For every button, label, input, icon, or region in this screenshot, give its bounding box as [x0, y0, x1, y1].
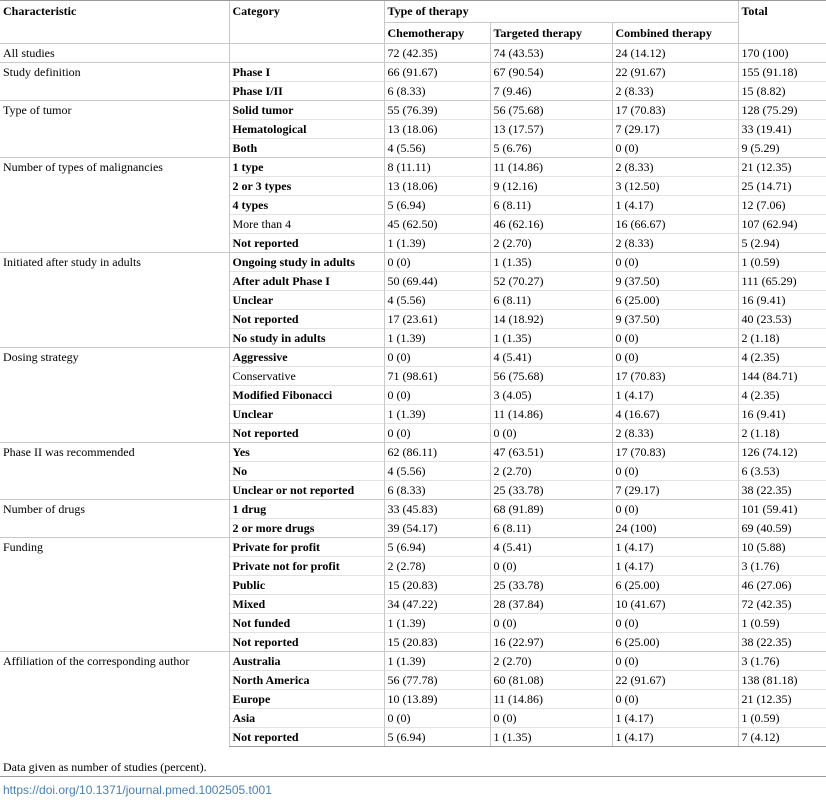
total-cell: 4 (2.35)	[738, 348, 826, 367]
targeted-therapy-cell: 9 (12.16)	[490, 177, 612, 196]
targeted-therapy-cell: 68 (91.89)	[490, 500, 612, 519]
characteristic-cell: Phase II was recommended	[0, 443, 229, 500]
targeted-therapy-cell: 2 (2.70)	[490, 462, 612, 481]
total-cell: 1 (0.59)	[738, 253, 826, 272]
targeted-therapy-cell: 4 (5.41)	[490, 538, 612, 557]
chemotherapy-cell: 55 (76.39)	[384, 101, 490, 120]
combined-therapy-cell: 0 (0)	[612, 348, 738, 367]
chemotherapy-cell: 4 (5.56)	[384, 291, 490, 310]
combined-therapy-cell: 0 (0)	[612, 500, 738, 519]
combined-therapy-cell: 24 (14.12)	[612, 44, 738, 63]
total-cell: 5 (2.94)	[738, 234, 826, 253]
targeted-therapy-cell: 25 (33.78)	[490, 481, 612, 500]
combined-therapy-cell: 0 (0)	[612, 139, 738, 158]
category-cell: Unclear or not reported	[229, 481, 384, 500]
total-cell: 16 (9.41)	[738, 405, 826, 424]
targeted-therapy-cell: 11 (14.86)	[490, 690, 612, 709]
total-cell: 46 (27.06)	[738, 576, 826, 595]
combined-therapy-cell: 17 (70.83)	[612, 443, 738, 462]
category-cell: Ongoing study in adults	[229, 253, 384, 272]
category-cell: Not reported	[229, 633, 384, 652]
targeted-therapy-cell: 67 (90.54)	[490, 63, 612, 82]
chemotherapy-cell: 0 (0)	[384, 709, 490, 728]
targeted-therapy-cell: 3 (4.05)	[490, 386, 612, 405]
targeted-therapy-cell: 2 (2.70)	[490, 652, 612, 671]
category-cell	[229, 44, 384, 63]
table-row	[0, 44, 826, 63]
chemotherapy-cell: 0 (0)	[384, 386, 490, 405]
table-row	[0, 652, 826, 671]
table-body	[0, 44, 826, 747]
table-row	[0, 63, 826, 82]
combined-therapy-cell: 1 (4.17)	[612, 709, 738, 728]
targeted-therapy-cell: 74 (43.53)	[490, 44, 612, 63]
targeted-therapy-cell: 60 (81.08)	[490, 671, 612, 690]
total-cell: 2 (1.18)	[738, 424, 826, 443]
category-cell: Private for profit	[229, 538, 384, 557]
combined-therapy-cell: 1 (4.17)	[612, 196, 738, 215]
category-cell: Mixed	[229, 595, 384, 614]
combined-therapy-cell: 9 (37.50)	[612, 272, 738, 291]
total-cell: 155 (91.18)	[738, 63, 826, 82]
characteristic-cell: Initiated after study in adults	[0, 253, 229, 348]
category-cell: No	[229, 462, 384, 481]
chemotherapy-cell: 66 (91.67)	[384, 63, 490, 82]
category-cell: No study in adults	[229, 329, 384, 348]
total-cell: 107 (62.94)	[738, 215, 826, 234]
chemotherapy-cell: 1 (1.39)	[384, 234, 490, 253]
total-cell: 138 (81.18)	[738, 671, 826, 690]
total-cell: 15 (8.82)	[738, 82, 826, 101]
targeted-therapy-cell: 6 (8.11)	[490, 196, 612, 215]
targeted-therapy-cell: 1 (1.35)	[490, 253, 612, 272]
chemotherapy-cell: 6 (8.33)	[384, 82, 490, 101]
category-cell: Hematological	[229, 120, 384, 139]
targeted-therapy-cell: 47 (63.51)	[490, 443, 612, 462]
combined-therapy-cell: 22 (91.67)	[612, 671, 738, 690]
chemotherapy-cell: 5 (6.94)	[384, 538, 490, 557]
targeted-therapy-cell: 1 (1.35)	[490, 329, 612, 348]
combined-therapy-cell: 0 (0)	[612, 614, 738, 633]
category-cell: Not funded	[229, 614, 384, 633]
chemotherapy-cell: 17 (23.61)	[384, 310, 490, 329]
targeted-therapy-cell: 25 (33.78)	[490, 576, 612, 595]
category-cell: Not reported	[229, 234, 384, 253]
total-cell: 10 (5.88)	[738, 538, 826, 557]
chemotherapy-cell: 50 (69.44)	[384, 272, 490, 291]
total-cell: 3 (1.76)	[738, 652, 826, 671]
table-row	[0, 101, 826, 120]
category-cell: Public	[229, 576, 384, 595]
targeted-therapy-cell: 6 (8.11)	[490, 291, 612, 310]
chemotherapy-cell: 1 (1.39)	[384, 652, 490, 671]
targeted-therapy-cell: 11 (14.86)	[490, 405, 612, 424]
characteristic-cell: Study definition	[0, 63, 229, 101]
combined-therapy-cell: 17 (70.83)	[612, 367, 738, 386]
chemotherapy-cell: 34 (47.22)	[384, 595, 490, 614]
combined-therapy-cell: 3 (12.50)	[612, 177, 738, 196]
characteristic-cell: Affiliation of the corresponding author	[0, 652, 229, 747]
header-targeted-therapy: Targeted therapy	[490, 23, 612, 44]
category-cell: 1 drug	[229, 500, 384, 519]
combined-therapy-cell: 17 (70.83)	[612, 101, 738, 120]
targeted-therapy-cell: 0 (0)	[490, 557, 612, 576]
header-row-1	[0, 1, 826, 23]
total-cell: 111 (65.29)	[738, 272, 826, 291]
total-cell: 21 (12.35)	[738, 158, 826, 177]
combined-therapy-cell: 0 (0)	[612, 690, 738, 709]
category-cell: North America	[229, 671, 384, 690]
table-footnote: Data given as number of studies (percent).	[3, 760, 207, 774]
total-cell: 3 (1.76)	[738, 557, 826, 576]
chemotherapy-cell: 62 (86.11)	[384, 443, 490, 462]
category-cell: Unclear	[229, 405, 384, 424]
chemotherapy-cell: 72 (42.35)	[384, 44, 490, 63]
combined-therapy-cell: 9 (37.50)	[612, 310, 738, 329]
category-cell: 2 or 3 types	[229, 177, 384, 196]
characteristic-cell: Number of drugs	[0, 500, 229, 538]
table-row	[0, 348, 826, 367]
chemotherapy-cell: 4 (5.56)	[384, 139, 490, 158]
category-cell: 2 or more drugs	[229, 519, 384, 538]
table-row	[0, 538, 826, 557]
category-cell: Phase I	[229, 63, 384, 82]
doi-link[interactable]: https://doi.org/10.1371/journal.pmed.1002505.t001	[3, 783, 272, 797]
combined-therapy-cell: 2 (8.33)	[612, 234, 738, 253]
total-cell: 1 (0.59)	[738, 614, 826, 633]
total-cell: 12 (7.06)	[738, 196, 826, 215]
combined-therapy-cell: 0 (0)	[612, 652, 738, 671]
category-cell: Unclear	[229, 291, 384, 310]
category-cell: Private not for profit	[229, 557, 384, 576]
header-total: Total	[738, 1, 826, 44]
chemotherapy-cell: 0 (0)	[384, 424, 490, 443]
category-cell: Not reported	[229, 310, 384, 329]
combined-therapy-cell: 6 (25.00)	[612, 291, 738, 310]
category-cell: After adult Phase I	[229, 272, 384, 291]
category-cell: Yes	[229, 443, 384, 462]
total-cell: 128 (75.29)	[738, 101, 826, 120]
targeted-therapy-cell: 28 (37.84)	[490, 595, 612, 614]
total-cell: 2 (1.18)	[738, 329, 826, 348]
chemotherapy-cell: 5 (6.94)	[384, 728, 490, 747]
targeted-therapy-cell: 11 (14.86)	[490, 158, 612, 177]
chemotherapy-cell: 39 (54.17)	[384, 519, 490, 538]
total-cell: 40 (23.53)	[738, 310, 826, 329]
table-row	[0, 253, 826, 272]
chemotherapy-cell: 6 (8.33)	[384, 481, 490, 500]
combined-therapy-cell: 2 (8.33)	[612, 424, 738, 443]
combined-therapy-cell: 0 (0)	[612, 253, 738, 272]
category-cell: Not reported	[229, 728, 384, 747]
category-cell: Solid tumor	[229, 101, 384, 120]
chemotherapy-cell: 10 (13.89)	[384, 690, 490, 709]
table-row	[0, 443, 826, 462]
chemotherapy-cell: 56 (77.78)	[384, 671, 490, 690]
targeted-therapy-cell: 0 (0)	[490, 424, 612, 443]
characteristic-cell: All studies	[0, 44, 229, 63]
total-cell: 7 (4.12)	[738, 728, 826, 747]
chemotherapy-cell: 0 (0)	[384, 253, 490, 272]
table-row	[0, 158, 826, 177]
chemotherapy-cell: 0 (0)	[384, 348, 490, 367]
targeted-therapy-cell: 14 (18.92)	[490, 310, 612, 329]
combined-therapy-cell: 7 (29.17)	[612, 481, 738, 500]
category-cell: 1 type	[229, 158, 384, 177]
total-cell: 21 (12.35)	[738, 690, 826, 709]
header-characteristic: Characteristic	[0, 1, 229, 44]
footer-divider	[0, 776, 826, 777]
total-cell: 101 (59.41)	[738, 500, 826, 519]
total-cell: 6 (3.53)	[738, 462, 826, 481]
chemotherapy-cell: 1 (1.39)	[384, 405, 490, 424]
combined-therapy-cell: 2 (8.33)	[612, 82, 738, 101]
chemotherapy-cell: 71 (98.61)	[384, 367, 490, 386]
combined-therapy-cell: 1 (4.17)	[612, 538, 738, 557]
header-category: Category	[229, 1, 384, 44]
targeted-therapy-cell: 56 (75.68)	[490, 367, 612, 386]
total-cell: 38 (22.35)	[738, 633, 826, 652]
targeted-therapy-cell: 52 (70.27)	[490, 272, 612, 291]
targeted-therapy-cell: 56 (75.68)	[490, 101, 612, 120]
targeted-therapy-cell: 16 (22.97)	[490, 633, 612, 652]
category-cell: 4 types	[229, 196, 384, 215]
combined-therapy-cell: 24 (100)	[612, 519, 738, 538]
chemotherapy-cell: 1 (1.39)	[384, 614, 490, 633]
combined-therapy-cell: 1 (4.17)	[612, 557, 738, 576]
combined-therapy-cell: 10 (41.67)	[612, 595, 738, 614]
total-cell: 9 (5.29)	[738, 139, 826, 158]
category-cell: Not reported	[229, 424, 384, 443]
chemotherapy-cell: 1 (1.39)	[384, 329, 490, 348]
combined-therapy-cell: 6 (25.00)	[612, 633, 738, 652]
total-cell: 126 (74.12)	[738, 443, 826, 462]
category-cell: Aggressive	[229, 348, 384, 367]
targeted-therapy-cell: 0 (0)	[490, 709, 612, 728]
chemotherapy-cell: 4 (5.56)	[384, 462, 490, 481]
combined-therapy-cell: 16 (66.67)	[612, 215, 738, 234]
characteristic-cell: Number of types of malignancies	[0, 158, 229, 253]
combined-therapy-cell: 22 (91.67)	[612, 63, 738, 82]
category-cell: Europe	[229, 690, 384, 709]
chemotherapy-cell: 45 (62.50)	[384, 215, 490, 234]
header-type-of-therapy: Type of therapy	[384, 1, 738, 23]
category-cell: Asia	[229, 709, 384, 728]
chemotherapy-cell: 15 (20.83)	[384, 633, 490, 652]
combined-therapy-cell: 0 (0)	[612, 329, 738, 348]
table-row	[0, 500, 826, 519]
chemotherapy-cell: 15 (20.83)	[384, 576, 490, 595]
targeted-therapy-cell: 6 (8.11)	[490, 519, 612, 538]
targeted-therapy-cell: 5 (6.76)	[490, 139, 612, 158]
header-combined-therapy: Combined therapy	[612, 23, 738, 44]
targeted-therapy-cell: 46 (62.16)	[490, 215, 612, 234]
category-cell: More than 4	[229, 215, 384, 234]
total-cell: 144 (84.71)	[738, 367, 826, 386]
targeted-therapy-cell: 4 (5.41)	[490, 348, 612, 367]
chemotherapy-cell: 2 (2.78)	[384, 557, 490, 576]
targeted-therapy-cell: 2 (2.70)	[490, 234, 612, 253]
combined-therapy-cell: 0 (0)	[612, 462, 738, 481]
combined-therapy-cell: 1 (4.17)	[612, 386, 738, 405]
total-cell: 4 (2.35)	[738, 386, 826, 405]
category-cell: Australia	[229, 652, 384, 671]
category-cell: Both	[229, 139, 384, 158]
characteristic-cell: Type of tumor	[0, 101, 229, 158]
chemotherapy-cell: 5 (6.94)	[384, 196, 490, 215]
total-cell: 25 (14.71)	[738, 177, 826, 196]
category-cell: Phase I/II	[229, 82, 384, 101]
targeted-therapy-cell: 7 (9.46)	[490, 82, 612, 101]
total-cell: 170 (100)	[738, 44, 826, 63]
characteristic-cell: Funding	[0, 538, 229, 652]
chemotherapy-cell: 13 (18.06)	[384, 177, 490, 196]
combined-therapy-cell: 7 (29.17)	[612, 120, 738, 139]
category-cell: Conservative	[229, 367, 384, 386]
targeted-therapy-cell: 1 (1.35)	[490, 728, 612, 747]
combined-therapy-cell: 2 (8.33)	[612, 158, 738, 177]
total-cell: 33 (19.41)	[738, 120, 826, 139]
combined-therapy-cell: 1 (4.17)	[612, 728, 738, 747]
targeted-therapy-cell: 13 (17.57)	[490, 120, 612, 139]
category-cell: Modified Fibonacci	[229, 386, 384, 405]
targeted-therapy-cell: 0 (0)	[490, 614, 612, 633]
total-cell: 16 (9.41)	[738, 291, 826, 310]
chemotherapy-cell: 33 (45.83)	[384, 500, 490, 519]
total-cell: 1 (0.59)	[738, 709, 826, 728]
chemotherapy-cell: 13 (18.06)	[384, 120, 490, 139]
total-cell: 72 (42.35)	[738, 595, 826, 614]
total-cell: 69 (40.59)	[738, 519, 826, 538]
header-chemotherapy: Chemotherapy	[384, 23, 490, 44]
combined-therapy-cell: 4 (16.67)	[612, 405, 738, 424]
chemotherapy-cell: 8 (11.11)	[384, 158, 490, 177]
total-cell: 38 (22.35)	[738, 481, 826, 500]
combined-therapy-cell: 6 (25.00)	[612, 576, 738, 595]
characteristic-cell: Dosing strategy	[0, 348, 229, 443]
